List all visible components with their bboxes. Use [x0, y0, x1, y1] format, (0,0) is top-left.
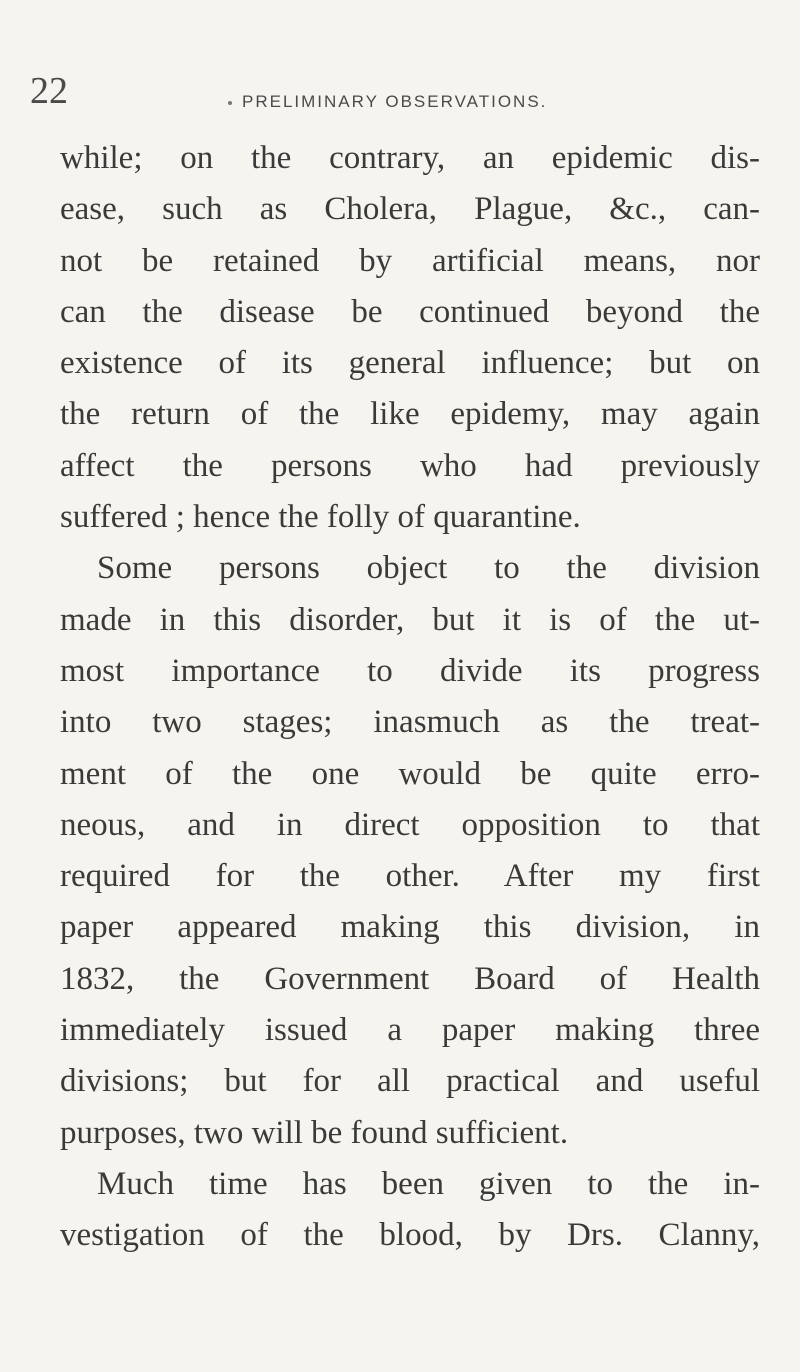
text-line: the return of the like epidemy, may again	[60, 396, 760, 433]
body-text	[60, 133, 760, 1262]
text-line: immediately issued a paper making three	[60, 1012, 760, 1049]
text-line: into two stages; inasmuch as the treat-	[60, 704, 760, 741]
text-line: most importance to divide its progress	[60, 652, 760, 689]
text-line: purposes, two will be found sufficient.	[60, 1114, 569, 1151]
text-line: Some persons object to the division	[97, 550, 760, 587]
text-line: vestigation of the blood, by Drs. Clanny,	[60, 1217, 760, 1254]
text-line: affect the persons who had previously	[60, 447, 760, 484]
text-line: existence of its general influence; but on	[60, 345, 760, 382]
text-line: neous, and in direct opposition to that	[60, 806, 760, 843]
text-line: required for the other. After my first	[60, 858, 760, 895]
text-line: 1832, the Government Board of Health	[60, 960, 760, 997]
text-line: paper appeared making this division, in	[60, 909, 760, 946]
running-head-dot	[228, 101, 232, 105]
text-line: divisions; but for all practical and useful	[60, 1063, 760, 1100]
text-line: while; on the contrary, an epidemic dis-	[60, 140, 760, 176]
text-line: ease, such as Cholera, Plague, &c., can-	[60, 191, 760, 228]
text-line: suffered ; hence the folly of quarantine.	[60, 499, 581, 536]
text-line: Much time has been given to the in-	[97, 1165, 760, 1202]
running-head: PRELIMINARY OBSERVATIONS.	[242, 92, 548, 111]
text-line: can the disease be continued beyond the	[60, 293, 760, 330]
page-number: 22	[30, 70, 68, 112]
text-line: not be retained by artificial means, nor	[60, 242, 760, 279]
text-line: ment of the one would be quite erro-	[60, 755, 760, 792]
text-line: made in this disorder, but it is of the ut-	[60, 601, 760, 638]
